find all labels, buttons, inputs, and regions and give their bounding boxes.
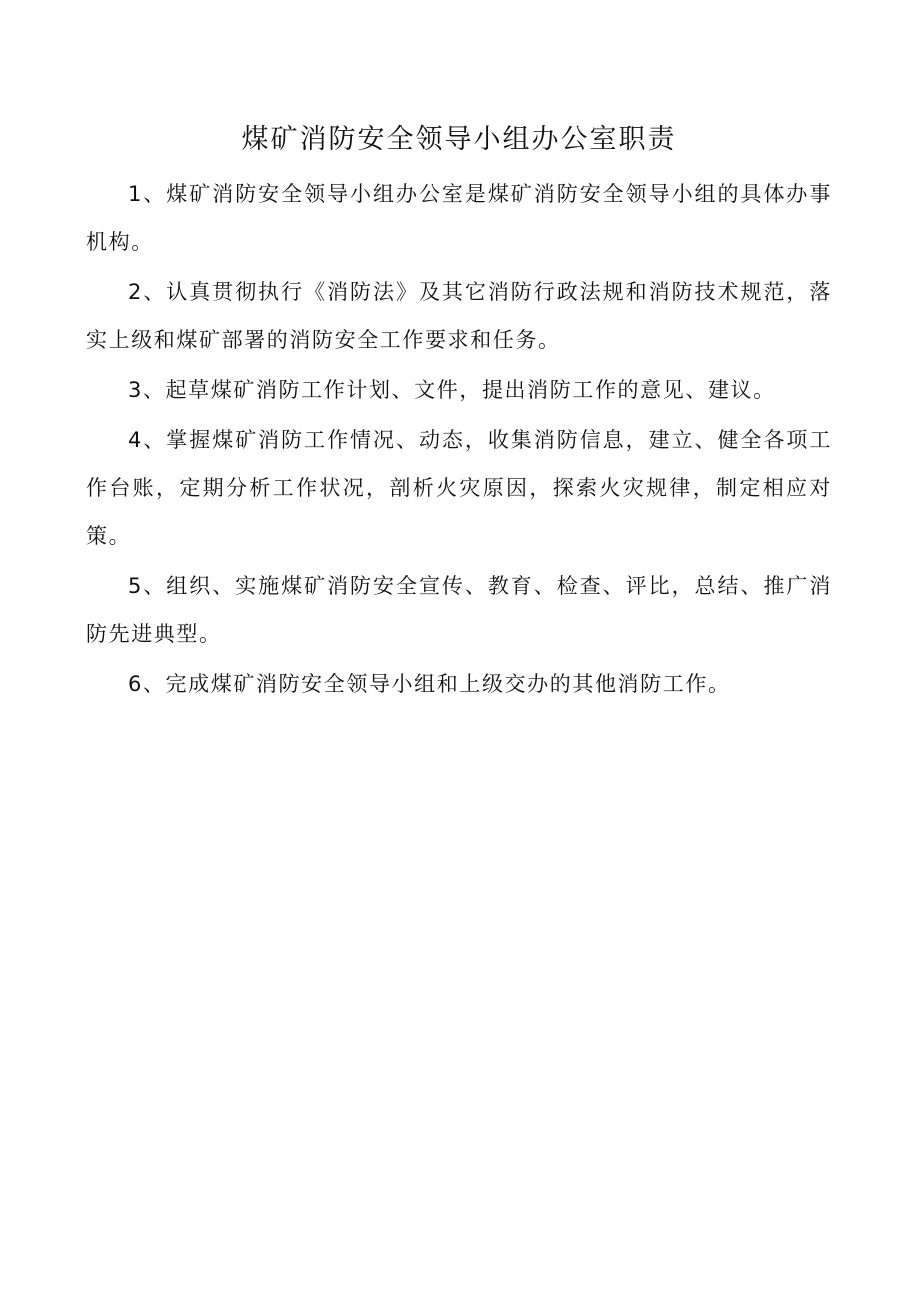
document-title: 煤矿消防安全领导小组办公室职责 xyxy=(241,124,677,155)
duty-paragraph-6: 6、完成煤矿消防安全领导小组和上级交办的其他消防工作。 xyxy=(128,672,731,696)
duty-paragraph-5: 5、组织、实施煤矿消防安全宣传、教育、检查、评比，总结、推广消防先进典型。 xyxy=(86,574,832,646)
duty-paragraph-1: 1、煤矿消防安全领导小组办公室是煤矿消防安全领导小组的具体办事机构。 xyxy=(86,182,832,254)
duty-paragraph-2: 2、认真贯彻执行《消防法》及其它消防行政法规和消防技术规范，落实上级和煤矿部署的消防安全工作要求和任务。 xyxy=(86,280,832,352)
duty-paragraph-4: 4、掌握煤矿消防工作情况、动态，收集消防信息，建立、健全各项工作台账，定期分析工作状况，剖析火灾原因，探索火灾规律，制定相应对策。 xyxy=(86,428,832,548)
duty-paragraph-3: 3、起草煤矿消防工作计划、文件，提出消防工作的意见、建议。 xyxy=(128,378,776,402)
